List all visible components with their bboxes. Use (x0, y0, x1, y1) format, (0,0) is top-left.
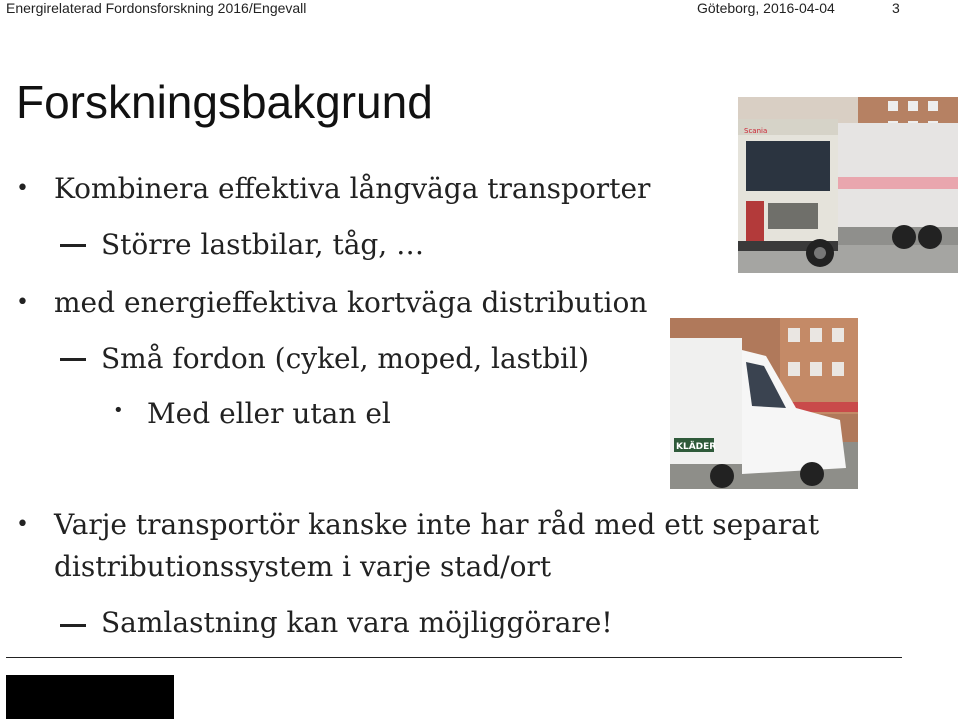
header-left: Energirelaterad Fordonsforskning 2016/Engevall (6, 0, 307, 16)
sub-item: Större lastbilar, tåg, … (101, 228, 425, 261)
bullet-item: med energieffektiva kortväga distribution (54, 286, 648, 319)
dash-icon (60, 624, 86, 627)
sub-item: Små fordon (cykel, moped, lastbil) (101, 342, 590, 375)
bullet-item: Varje transportör kanske inte har råd med ett separat (54, 508, 820, 541)
header-date: Göteborg, 2016-04-04 (697, 0, 835, 16)
dash-icon (60, 358, 86, 361)
bullet-icon: • (113, 400, 124, 421)
slide-title: Forskningsbakgrund (16, 76, 433, 128)
van-photo (670, 318, 858, 489)
footer-black-box (6, 675, 174, 719)
bullet-icon: • (16, 512, 29, 537)
sub-sub-item: Med eller utan el (147, 397, 391, 430)
bullet-item-continuation: distributionssystem i varje stad/ort (54, 550, 552, 583)
svg-text:KLÄDER: KLÄDER (676, 442, 717, 452)
dash-icon (60, 244, 86, 247)
bullet-icon: • (16, 176, 29, 201)
bullet-item: Kombinera effektiva långväga transporter (54, 172, 651, 205)
bullet-icon: • (16, 290, 29, 315)
sub-item: Samlastning kan vara möjliggörare! (101, 606, 613, 639)
truck-photo (738, 97, 958, 273)
svg-text:Scania: Scania (744, 127, 768, 135)
page-number: 3 (892, 0, 900, 16)
footer-divider (6, 657, 902, 658)
